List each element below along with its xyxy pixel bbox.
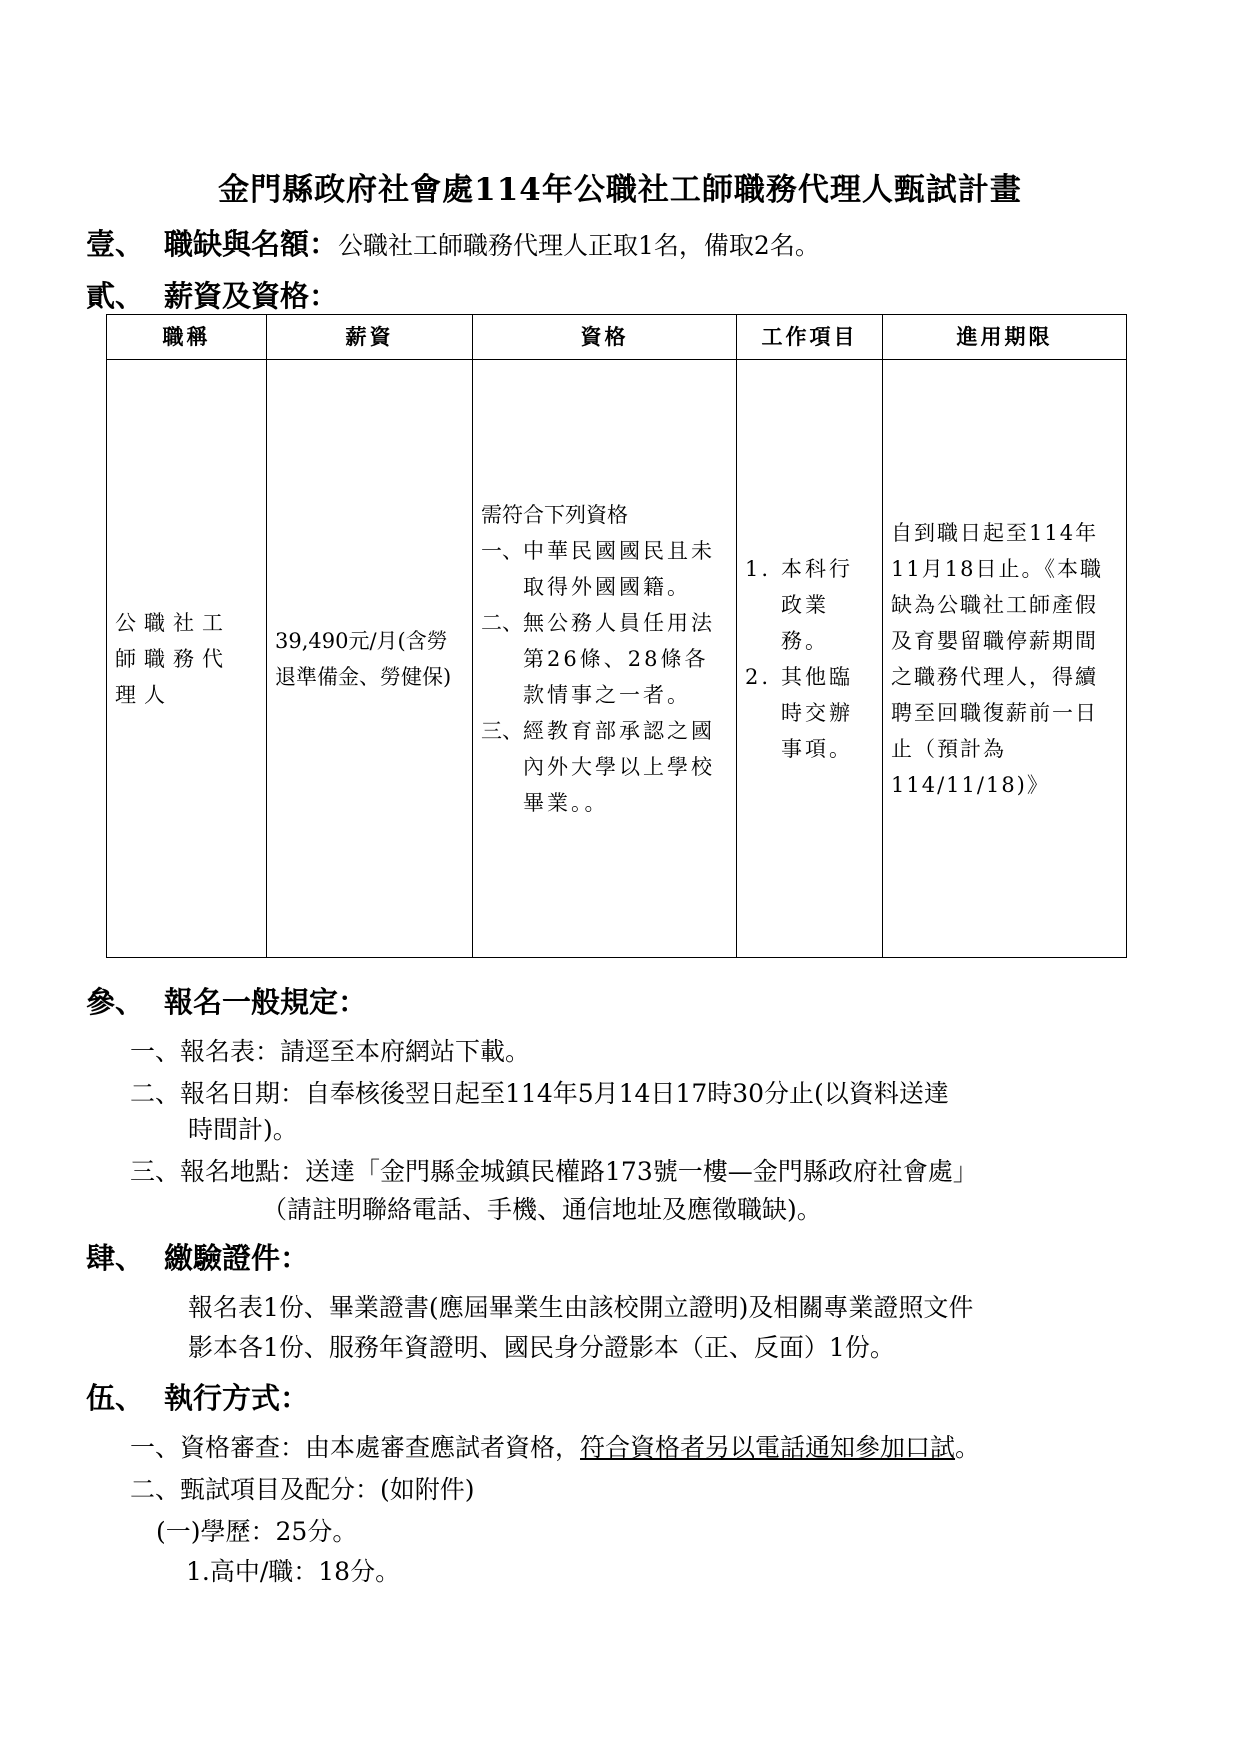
section-5-number: 伍、 <box>86 1381 145 1415</box>
qualification-item <box>481 605 728 713</box>
document-title: 金門縣政府社會處114年公職社工師職務代理人甄試計畫 <box>218 172 1022 208</box>
qualification-item <box>481 713 728 821</box>
registration-form-item: 一、報名表：請逕至本府網站下載。 <box>130 1037 531 1066</box>
registration-location-note: （請註明聯絡電話、手機、通信地址及應徵職缺)。 <box>262 1195 822 1224</box>
documents-line-2: 影本各1份、服務年資證明、國民身分證影本（正、反面）1份。 <box>188 1333 895 1362</box>
section-1 <box>86 222 820 263</box>
qualification-text: 無公務人員任用法第26條、28條各款情事之一者。 <box>523 610 715 707</box>
section-4-number: 肆、 <box>86 1241 145 1275</box>
header-qualification: 資格 <box>473 315 737 360</box>
section-1-number: 壹、 <box>86 227 145 261</box>
table-row <box>107 360 1127 958</box>
qualification-intro: 需符合下列資格 <box>481 502 628 527</box>
cell-qualification <box>473 360 737 958</box>
qualification-review-end: 。 <box>955 1433 981 1462</box>
cell-period: 自到職日起至114年11月18日止。《本職缺為公職社工師產假及育嬰留職停薪期間之職務代理人，得續聘至回職復薪前一日止（預計為114/11/18)》 <box>883 360 1127 958</box>
qualification-review-underlined: 符合資格者另以電話通知參加口試 <box>580 1433 956 1462</box>
section-5-heading: 執行方式： <box>164 1381 310 1415</box>
section-4 <box>86 1236 309 1277</box>
position-table <box>106 314 1127 958</box>
header-work-items: 工作項目 <box>737 315 883 360</box>
section-4-heading: 繳驗證件： <box>164 1241 310 1275</box>
qualification-text: 經教育部承認之國內外大學以上學校畢業。。 <box>523 718 715 815</box>
cell-work-items <box>737 360 883 958</box>
qualification-text: 中華民國國民且未取得外國國籍。 <box>523 538 715 599</box>
high-school-score-item: 1.高中/職：18分。 <box>186 1557 401 1586</box>
section-2-heading: 薪資及資格： <box>164 279 339 313</box>
section-2-number: 貳、 <box>86 279 145 313</box>
section-5 <box>86 1376 309 1417</box>
registration-location-item: 三、報名地點：送達「金門縣金城鎮民權路173號一樓—金門縣政府社會處」 <box>130 1157 978 1186</box>
table-header-row <box>107 315 1127 360</box>
work-item-marker: 2. <box>745 664 772 689</box>
cell-job-title: 公職社工師職務代理人 <box>107 360 267 958</box>
section-1-text: 公職社工師職務代理人正取1名，備取2名。 <box>338 231 820 260</box>
qualification-marker: 三、 <box>481 718 523 743</box>
work-item-marker: 1. <box>745 556 772 581</box>
section-3-heading: 報名一般規定： <box>164 985 368 1019</box>
header-job-title: 職稱 <box>107 315 267 360</box>
section-2 <box>86 274 338 315</box>
registration-date-continued: 時間計)。 <box>188 1115 298 1144</box>
work-item-text: 其他臨時交辦事項。 <box>781 664 853 761</box>
qualification-review-text: 一、資格審查：由本處審查應試者資格， <box>130 1433 581 1462</box>
qualification-item <box>481 533 728 605</box>
work-item <box>745 659 874 767</box>
documents-line-1: 報名表1份、畢業證書(應屆畢業生由該校開立證明)及相關專業證照文件 <box>188 1293 974 1322</box>
section-1-heading: 職缺與名額： <box>164 227 339 261</box>
header-salary: 薪資 <box>267 315 473 360</box>
education-score-item: (一)學歷：25分。 <box>156 1517 358 1546</box>
exam-items-heading: 二、甄試項目及配分：(如附件) <box>130 1475 475 1504</box>
work-item <box>745 551 874 659</box>
qualification-review-item <box>130 1428 980 1464</box>
qualification-marker: 一、 <box>481 538 523 563</box>
cell-salary: 39,490元/月(含勞退準備金、勞健保) <box>267 360 473 958</box>
registration-date-item: 二、報名日期：自奉核後翌日起至114年5月14日17時30分止(以資料送達 <box>130 1079 949 1108</box>
qualification-marker: 二、 <box>481 610 523 635</box>
section-3-number: 參、 <box>86 985 145 1019</box>
work-item-text: 本科行政業務。 <box>781 556 853 653</box>
header-period: 進用期限 <box>883 315 1127 360</box>
section-3 <box>86 980 367 1021</box>
